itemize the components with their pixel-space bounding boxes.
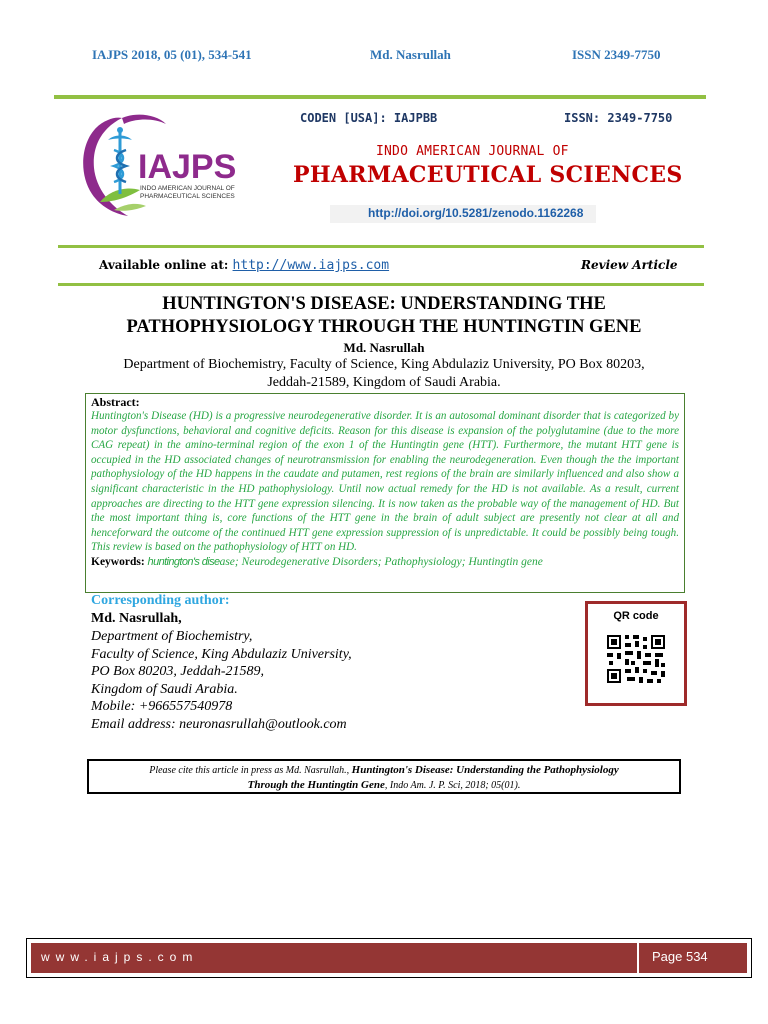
header-citation: IAJPS 2018, 05 (01), 534-541 <box>92 47 252 62</box>
availability-label: Available online at: <box>99 258 233 272</box>
logo-wordmark: IAJPS <box>138 148 237 186</box>
logo-subtext-2: PHARMACEUTICAL SCIENCES <box>140 193 235 200</box>
keywords-first: huntington's dise <box>147 555 220 568</box>
availability-line <box>99 258 389 273</box>
coden: CODEN [USA]: IAJPBB <box>300 111 438 125</box>
article-type: Review Article <box>581 258 678 272</box>
title-line-1: HUNTINGTON'S DISEASE: UNDERSTANDING THE <box>162 294 606 314</box>
title-line-2: PATHOPHYSIOLOGY THROUGH THE HUNTINGTIN GENE <box>126 317 642 337</box>
page-number: Page 534 <box>652 949 708 964</box>
article-author: Md. Nasrullah <box>343 340 425 355</box>
keywords-rest: ase; Neurodegenerative Disorders; Pathophysiology; Huntingtin gene <box>219 555 543 568</box>
corresponding-name: Md. Nasrullah, <box>91 611 182 626</box>
footer-url-bar <box>31 943 637 973</box>
masthead-divider <box>58 245 704 248</box>
mobile-line: Mobile: +966557540978 <box>91 699 233 715</box>
address-line: Faculty of Science, King Abdulaziz University, <box>91 646 352 662</box>
journal-title: PHARMACEUTICAL SCIENCES <box>293 162 683 188</box>
masthead-issn: ISSN: 2349-7750 <box>564 111 673 125</box>
abstract-heading: Abstract: <box>91 395 140 409</box>
keywords <box>91 555 679 569</box>
citation-suffix: , Indo Am. J. P. Sci, 2018; 05(01). <box>384 780 521 791</box>
article-affiliation <box>84 356 684 392</box>
citation-title-2: Through the Huntingtin Gene <box>247 779 385 791</box>
affiliation-line-2: Jeddah-21589, Kingdom of Saudi Arabia. <box>267 375 501 390</box>
address-line: Kingdom of Saudi Arabia. <box>91 681 238 697</box>
corresponding-address <box>91 628 352 734</box>
journal-logo <box>74 110 254 222</box>
availability-divider <box>58 283 704 286</box>
header-issn: ISSN 2349-7750 <box>572 47 661 62</box>
journal-url-link[interactable]: http://www.iajps.com <box>232 258 390 273</box>
page-footer <box>26 938 752 978</box>
citation-title-1: Huntington's Disease: Understanding the Pathophysiology <box>351 764 619 776</box>
address-line: PO Box 80203, Jeddah-21589, <box>91 664 265 680</box>
header-divider <box>54 95 706 99</box>
footer-page-bar <box>639 943 747 973</box>
footer-url[interactable]: www.iajps.com <box>41 950 199 964</box>
citation-prefix: Please cite this article in press as Md. Nasrullah., <box>149 765 352 776</box>
doi-link[interactable]: http://doi.org/10.5281/zenodo.1162268 <box>368 206 584 220</box>
email-line: Email address: neuronasrullah@outlook.com <box>91 716 347 732</box>
address-line: Department of Biochemistry, <box>91 629 253 644</box>
corresponding-heading: Corresponding author: <box>91 593 230 608</box>
affiliation-line-1: Department of Biochemistry, Faculty of Science, King Abdulaziz University, PO Box 80203, <box>123 357 645 372</box>
abstract-box <box>85 393 685 593</box>
running-header <box>0 47 768 65</box>
abstract-text: Huntington's Disease (HD) is a progressive neurodegenerative disorder. It is an autosomal dominant disorder that is categorized by motor dysfunctions, behavioral and cognitive deficits. Reason for this disease is expansion of the polyglutamine (due to the more CAG repeat) in the amino-terminal region of the exon 1 of the Huntingtin gene (HTT). Furthermore, the mutant HTT gene is occupied in the HD associated changes of neurotransmission for enabling the neurodegeneration. Even though the the important pathophysiology of the HD happens in the caudate and putamen, rest regions of the brain are similarly influenced and also show a significant characteristic in the HD pathophysiology. Until now actual remedy for the HD is not available. As a result, current approaches are directing to the HTT gene expression silencing. It is now taken as the probable way of the management of HD. But the most important thing is, core functions of the HTT gene in the brain of adult subject are presently not clear at all and henceforward the outcome of the continued HTT gene expression suppression of is unpredictable. It could be possibly being tough. This review is based on the pathophysiology of HTT on HD. <box>91 410 679 554</box>
logo-subtext-1: INDO AMERICAN JOURNAL OF <box>140 185 235 192</box>
keywords-label: Keywords: <box>91 555 148 568</box>
article-title <box>54 293 714 339</box>
journal-subtitle: INDO AMERICAN JOURNAL OF <box>376 144 569 159</box>
citation-box <box>87 759 681 794</box>
qr-box <box>585 601 687 706</box>
qr-code-icon[interactable] <box>605 633 667 685</box>
qr-label: QR code <box>613 610 659 622</box>
header-author: Md. Nasrullah <box>370 47 451 62</box>
